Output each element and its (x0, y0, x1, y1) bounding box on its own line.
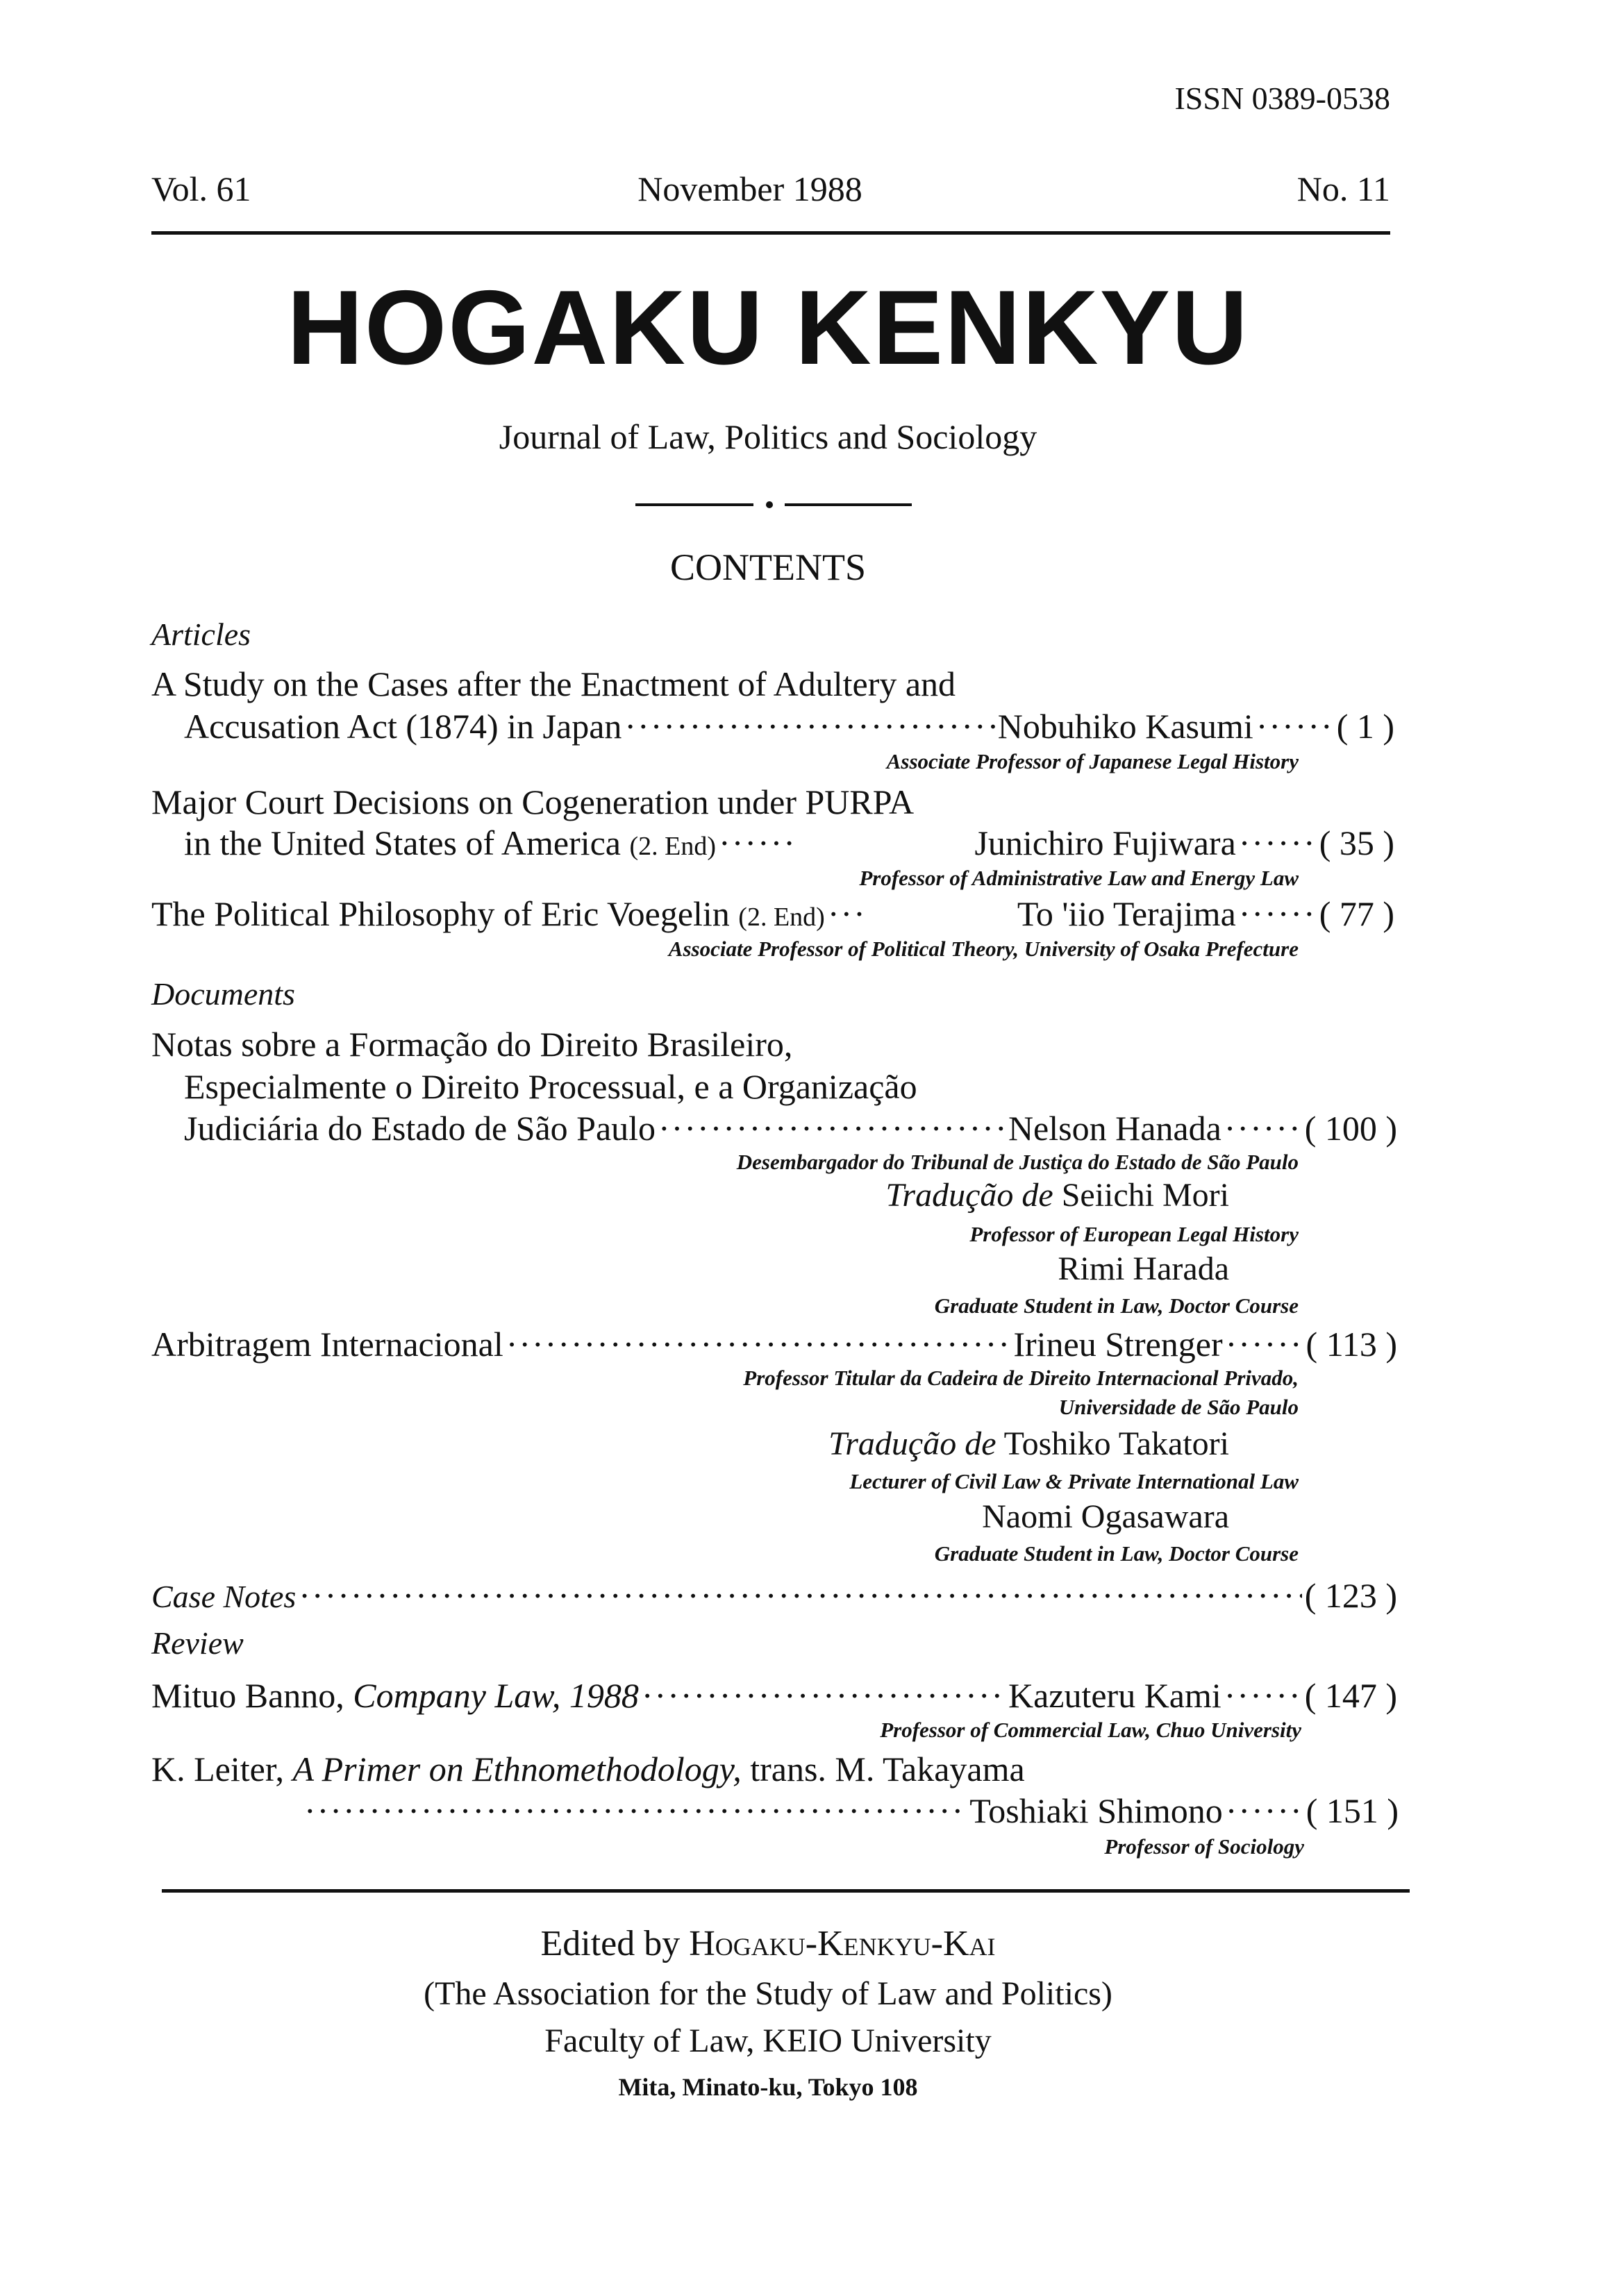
article-1-title-line1: A Study on the Cases after the Enactment of Adultery and (151, 664, 956, 703)
leader-dots (304, 1790, 967, 1832)
document-2-entry[interactable]: Arbitragem Internacional ····· Irineu Strenger ······ ( 113 ) (151, 1323, 1397, 1365)
author: Junichiro Fujiwara (974, 823, 1236, 862)
volume: Vol. 61 (151, 169, 251, 208)
document-1-affiliation: Desembargador do Tribunal de Justiça do Estado de São Paulo (736, 1150, 1299, 1174)
page-number: ( 77 ) (1319, 894, 1394, 933)
leader-dots (658, 1107, 1006, 1149)
review-2-affiliation: Professor of Sociology (1104, 1834, 1304, 1859)
review-2-title: K. Leiter, A Primer on Ethnomethodology, trans. M. Takayama (151, 1750, 1025, 1788)
article-note: (2. End) (629, 832, 717, 861)
document-1-entry[interactable]: Judiciária do Estado de São Paulo ····· Nelson Hanada ······ ( 100 ) (184, 1107, 1397, 1149)
page-number: ( 113 ) (1306, 1325, 1397, 1364)
journal-title: HOGAKU KENKYU (287, 269, 1249, 387)
section-articles: Articles (151, 617, 251, 652)
section-documents: Documents (151, 976, 295, 1012)
document-1-title-line1: Notas sobre a Formação do Direito Brasileiro, (151, 1025, 793, 1064)
translator-4-affiliation: Graduate Student in Law, Doctor Course (934, 1541, 1299, 1566)
page-number: ( 151 ) (1306, 1791, 1399, 1830)
page-number: ( 35 ) (1319, 823, 1394, 862)
review-1-entry[interactable]: Mituo Banno, Company Law, 1988 ····· Kazuteru Kami ······ ( 147 ) (151, 1675, 1397, 1716)
leader-dots (299, 1575, 1301, 1616)
article-title: in the United States of America (184, 823, 622, 862)
book-title: Company Law, 1988 (353, 1676, 639, 1715)
leader-dots (506, 1323, 1011, 1365)
review-2-entry[interactable]: ····· Toshiaki Shimono ······ ( 151 ) (301, 1790, 1399, 1832)
leader-dots (642, 1675, 1006, 1716)
translator-3-affiliation: Lecturer of Civil Law & Private International Law (849, 1469, 1299, 1493)
journal-subtitle: Journal of Law, Politics and Sociology (499, 417, 1037, 456)
author: Irineu Strenger (1013, 1325, 1223, 1364)
author: Nobuhiko Kasumi (997, 707, 1253, 746)
translator-1: Tradução de Seiichi Mori (885, 1177, 1229, 1214)
edited-by: Edited by Hogaku-Kenkyu-Kai (540, 1924, 996, 1963)
article-1-affiliation: Associate Professor of Japanese Legal History (886, 749, 1299, 773)
author: Nelson Hanada (1008, 1109, 1221, 1148)
article-title: Accusation Act (1874) in Japan (184, 707, 622, 746)
issn: ISSN 0389-0538 (1174, 81, 1390, 116)
article-note: (2. End) (738, 903, 825, 932)
issue-date: November 1988 (637, 169, 862, 208)
association: (The Association for the Study of Law and Politics) (424, 1975, 1112, 2012)
article-3-affiliation: Associate Professor of Political Theory, University of Osaka Prefecture (668, 937, 1299, 961)
article-2-title-line1: Major Court Decisions on Cogeneration under PURPA (151, 782, 915, 821)
translator-1-affiliation: Professor of European Legal History (969, 1222, 1299, 1246)
page-number: ( 147 ) (1304, 1676, 1397, 1715)
page-number: ( 1 ) (1336, 707, 1394, 746)
document-1-title-line2: Especialmente o Direito Processual, e a Organização (184, 1067, 917, 1106)
page-number: ( 100 ) (1304, 1109, 1397, 1148)
header-rule (151, 231, 1390, 235)
case-notes-entry[interactable] (151, 1575, 1397, 1618)
section-case-notes: Case Notes (151, 1579, 297, 1614)
footer-rule (162, 1889, 1410, 1893)
document-title: Judiciária do Estado de São Paulo (184, 1109, 656, 1148)
article-2-affiliation: Professor of Administrative Law and Energy Law (859, 866, 1299, 890)
article-3-entry[interactable]: The Political Philosophy of Eric Voegelin (2. End) ··· To 'iio Terajima ······ ( 77 ) (151, 893, 1394, 938)
reviewer: Kazuteru Kami (1008, 1676, 1221, 1715)
page-number: ( 123 ) (1304, 1576, 1397, 1615)
book-author: Mituo Banno, (151, 1676, 344, 1715)
translator-2: Rimi Harada (1058, 1250, 1229, 1287)
article-2-entry[interactable]: in the United States of America (2. End) ······ Junichiro Fujiwara ······ ( 35 ) (184, 822, 1394, 867)
translator-2-affiliation: Graduate Student in Law, Doctor Course (934, 1293, 1299, 1318)
address: Mita, Minato-ku, Tokyo 108 (618, 2073, 918, 2101)
article-title: The Political Philosophy of Eric Voegelin (151, 894, 730, 933)
issue-number: No. 11 (1296, 169, 1390, 208)
reviewer: Toshiaki Shimono (969, 1791, 1223, 1830)
translator-3: Tradução de Toshiko Takatori (828, 1425, 1229, 1462)
document-title: Arbitragem Internacional (151, 1325, 503, 1364)
document-2-affiliation-line1: Professor Titular da Cadeira de Direito Internacional Privado, (743, 1366, 1299, 1390)
document-2-affiliation-line2: Universidade de São Paulo (1058, 1395, 1299, 1419)
translator-4: Naomi Ogasawara (982, 1498, 1229, 1535)
section-review: Review (151, 1625, 244, 1661)
faculty: Faculty of Law, KEIO University (544, 2022, 992, 2059)
contents-heading: CONTENTS (670, 546, 866, 588)
review-1-affiliation: Professor of Commercial Law, Chuo University (880, 1718, 1301, 1742)
article-1-entry[interactable]: Accusation Act (1874) in Japan ····· Nobuhiko Kasumi ······ ( 1 ) (184, 705, 1394, 747)
author: To 'iio Terajima (1017, 894, 1236, 933)
leader-dots (624, 705, 994, 747)
